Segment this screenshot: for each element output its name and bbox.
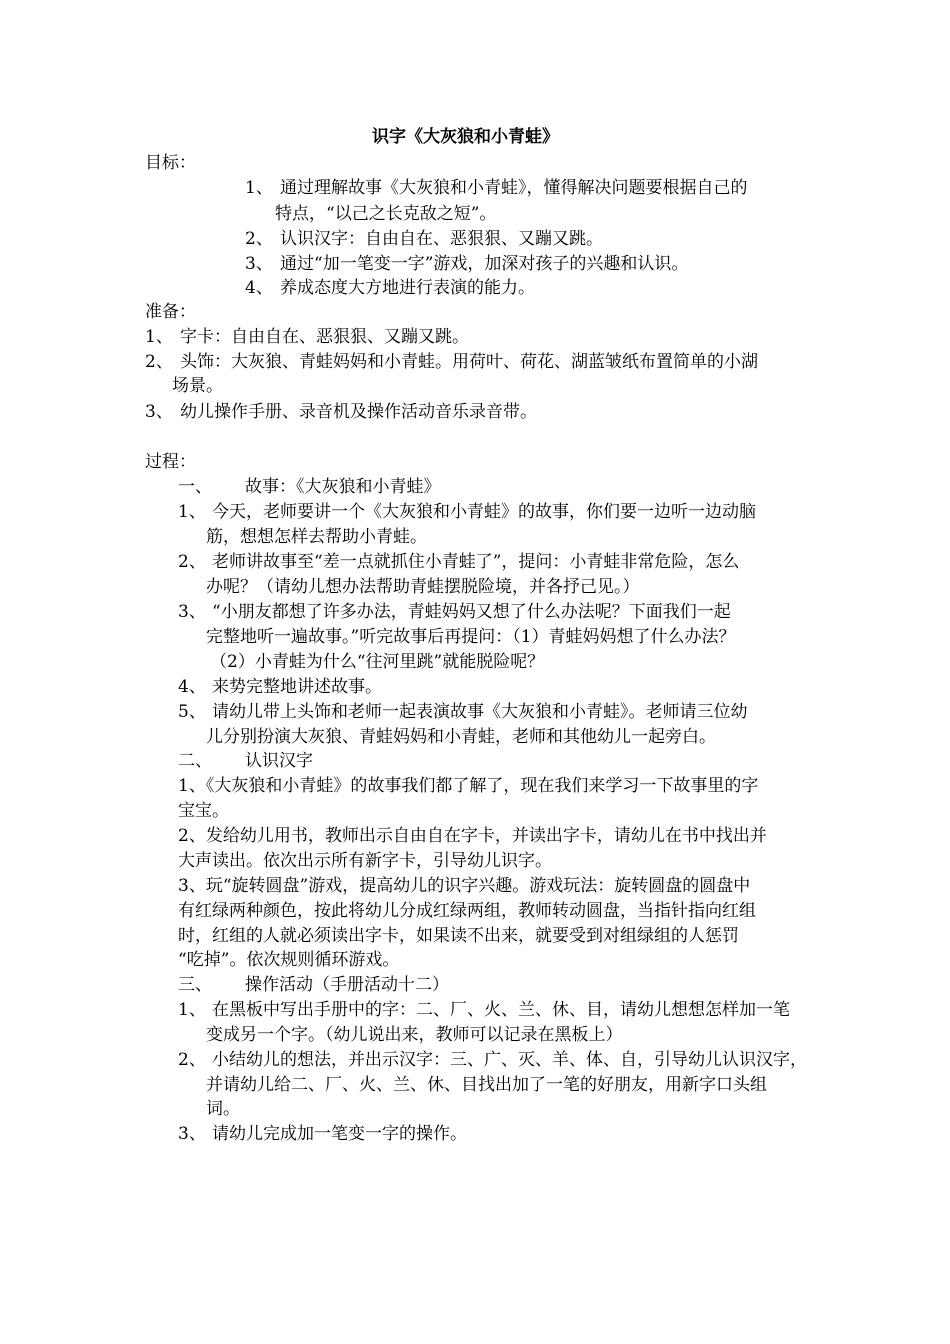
paragraph-text: 时，红组的人就必须读出字卡，如果读不出来，就要受到对组绿组的人惩罚 [178,926,739,946]
step-text: 来势完整地讲述故事。 [212,677,382,697]
goal-number: 3、 [245,254,273,274]
section-number: 三、 [178,975,212,995]
step-text: 老师讲故事至“差一点就抓住小青蛙了”，提问：小青蛙非常危险，怎么 [212,552,740,572]
prep-text: 幼儿操作手册、录音机及操作活动音乐录音带。 [180,402,537,422]
step-number: 3、 [178,1124,206,1144]
step-text: 儿分别扮演大灰狼、青蛙妈妈和小青蛙，老师和其他幼儿一起旁白。 [206,727,716,747]
paragraph-text: 3、玩“旋转圆盘”游戏，提高幼儿的识字兴趣。游戏玩法：旋转圆盘的圆盘中 [178,876,751,896]
goal-text: 通过“加一笔变一字”游戏，加深对孩子的兴趣和认识。 [280,254,689,274]
paragraph-text: “吃掉”。依次规则循环游戏。 [178,950,400,970]
goals-heading: 目标： [145,153,196,173]
section-number: 一、 [178,477,212,497]
goal-text: 特点，“以己之长克敌之短”。 [275,204,497,224]
prep-text: 字卡：自由自在、恶狠狠、又蹦又跳。 [180,327,469,347]
step-number: 5、 [178,702,206,722]
goal-text: 养成态度大方地进行表演的能力。 [280,278,535,298]
section-title: 故事：《大灰狼和小青蛙》 [245,477,441,497]
goal-number: 1、 [245,178,273,198]
step-text: （2）小青蛙为什么“往河里跳”就能脱险呢？ [210,652,545,672]
goal-number: 4、 [245,278,273,298]
prep-text: 头饰：大灰狼、青蛙妈妈和小青蛙。用荷叶、荷花、湖蓝皱纸布置简单的小湖 [180,352,758,372]
document-title: 识字《大灰狼和小青蛙》 [372,127,559,147]
paragraph-text: 有红绿两种颜色，按此将幼儿分成红绿两组，教师转动圆盘，当指针指向红组 [178,901,756,921]
section-number: 二、 [178,751,212,771]
prep-number: 2、 [145,352,173,372]
step-number: 3、 [178,602,206,622]
step-text: 今天，老师要讲一个《大灰狼和小青蛙》的故事，你们要一边听一边动脑 [212,502,756,522]
step-number: 1、 [178,502,206,522]
prep-text: 场景。 [172,376,223,396]
step-text: 词。 [206,1099,240,1119]
step-number: 4、 [178,677,206,697]
step-text: 办呢？（请幼儿想办法帮助青蛙摆脱险境，并各抒己见。） [206,577,640,597]
prep-number: 1、 [145,327,173,347]
process-heading: 过程： [145,452,196,472]
step-text: 变成另一个字。（幼儿说出来，教师可以记录在黑板上） [206,1025,623,1045]
section-title: 认识汉字 [245,751,313,771]
step-text: 请幼儿完成加一笔变一字的操作。 [212,1124,467,1144]
step-text: 完整地听一遍故事。”听完故事后再提问：（1）青蛙妈妈想了什么办法？ [206,627,736,647]
paragraph-text: 2、发给幼儿用书，教师出示自由自在字卡，并读出字卡，请幼儿在书中找出并 [178,826,767,846]
goal-text: 通过理解故事《大灰狼和小青蛙》，懂得解决问题要根据自己的 [280,178,748,198]
goal-number: 2、 [245,229,273,249]
step-text: 并请幼儿给二、厂、火、兰、休、目找出加了一笔的好朋友，用新字口头组 [206,1075,767,1095]
paragraph-text: 大声读出。依次出示所有新字卡，引导幼儿识字。 [178,851,552,871]
step-number: 2、 [178,552,206,572]
step-number: 1、 [178,1000,206,1020]
paragraph-text: 宝宝。 [178,801,229,821]
prep-number: 3、 [145,402,173,422]
step-text: 筋，想想怎样去帮助小青蛙。 [206,527,427,547]
step-text: 在黑板中写出手册中的字：二、厂、火、兰、休、目，请幼儿想想怎样加一笔 [212,1000,790,1020]
step-text: 小结幼儿的想法，并出示汉字：三、广、灭、羊、体、自，引导幼儿认识汉字， [212,1050,807,1070]
prep-heading: 准备： [145,302,196,322]
step-text: 请幼儿带上头饰和老师一起表演故事《大灰狼和小青蛙》。老师请三位幼 [212,702,748,722]
paragraph-text: 1、《大灰狼和小青蛙》的故事我们都了解了，现在我们来学习一下故事里的字 [178,776,759,796]
step-text: “小朋友都想了许多办法，青蛙妈妈又想了什么办法呢？下面我们一起 [212,602,731,622]
section-title: 操作活动（手册活动十二） [245,975,449,995]
step-number: 2、 [178,1050,206,1070]
goal-text: 认识汉字：自由自在、恶狠狠、又蹦又跳。 [280,229,603,249]
